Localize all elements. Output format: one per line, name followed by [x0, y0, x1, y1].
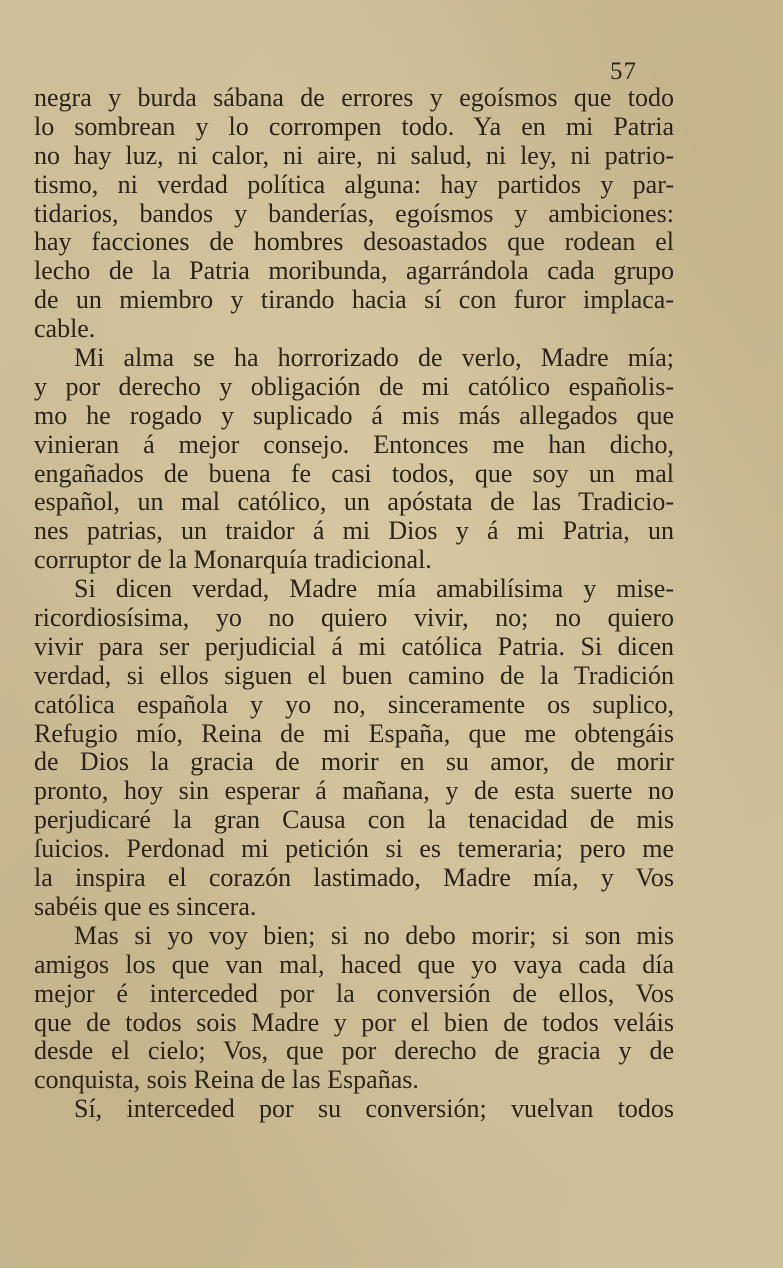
text-line: corruptor de la Monarquía tradicional.: [34, 545, 432, 575]
text-line: engañados de buena fe casi todos, que soy un mal: [34, 458, 674, 488]
text-line: Refugio mío, Reina de mi España, que me obtengáis: [34, 718, 674, 748]
page-number: 57: [610, 58, 637, 85]
text-line: pronto, hoy sin esperar á mañana, y de esta suerte no: [34, 776, 674, 806]
text-line: Mas si yo voy bien; si no debo morir; si son mis: [74, 920, 674, 950]
text-line: mo he rogado y suplicado á mis más allegados que: [34, 400, 674, 430]
text-line: conquista, sois Reina de las Españas.: [34, 1065, 419, 1095]
text-line: hay facciones de hombres desoastados que rodean el: [34, 227, 674, 257]
text-line: tismo, ni verdad política alguna: hay partidos y par-: [34, 169, 674, 199]
text-line: tidarios, bandos y banderías, egoísmos y ambiciones:: [34, 198, 674, 228]
text-line: Sí, interceded por su conversión; vuelvan todos: [74, 1094, 674, 1124]
text-line: cable.: [34, 314, 96, 344]
text-line: verdad, si ellos siguen el buen camino de la Tradición: [34, 660, 674, 690]
text-line: ricordiosísima, yo no quiero vivir, no; no quiero: [34, 603, 674, 633]
text-line: la inspira el corazón lastimado, Madre mía, y Vos: [34, 863, 674, 893]
text-line: perjudicaré la gran Causa con la tenacidad de mis: [34, 805, 674, 835]
text-line: de un miembro y tirando hacia sí con furor implaca-: [34, 285, 674, 315]
text-line: sabéis que es sincera.: [34, 891, 257, 921]
text-line: lecho de la Patria moribunda, agarrándola cada grupo: [34, 256, 674, 286]
text-line: Mi alma se ha horrorizado de verlo, Madre mía;: [74, 343, 674, 373]
text-line: lo sombrean y lo corrompen todo. Ya en mi Patria: [34, 111, 674, 141]
text-line: Si dicen verdad, Madre mía amabilísima y mise-: [74, 574, 674, 604]
text-line: que de todos sois Madre y por el bien de todos veláis: [34, 1007, 674, 1037]
text-line: español, un mal católico, un apóstata de las Tradicio-: [34, 487, 674, 517]
text-line: amigos los que van mal, haced que yo vaya cada día: [34, 949, 674, 979]
text-line: mejor é interceded por la conversión de ellos, Vos: [34, 978, 674, 1008]
text-line: negra y burda sábana de errores y egoísmos que todo: [34, 83, 674, 112]
text-line: católica española y yo no, sinceramente os suplico,: [34, 689, 674, 719]
text-line: ſuicios. Perdonad mi petición si es temeraria; pero me: [34, 834, 674, 864]
text-line: desde el cielo; Vos, que por derecho de gracia y de: [34, 1036, 674, 1066]
text-line: vinieran á mejor consejo. Entonces me han dicho,: [34, 429, 674, 459]
body-text: [34, 84, 674, 1124]
text-line: vivir para ser perjudicial á mi católica Patria. Si dicen: [34, 631, 674, 661]
text-line: nes patrias, un traidor á mi Dios y á mi Patria, un: [34, 516, 674, 546]
text-line: no hay luz, ni calor, ni aire, ni salud, ni ley, ni patrio-: [34, 140, 674, 170]
text-line: de Dios la gracia de morir en su amor, de morir: [34, 747, 674, 777]
text-line: y por derecho y obligación de mi católico españolis-: [34, 371, 674, 401]
